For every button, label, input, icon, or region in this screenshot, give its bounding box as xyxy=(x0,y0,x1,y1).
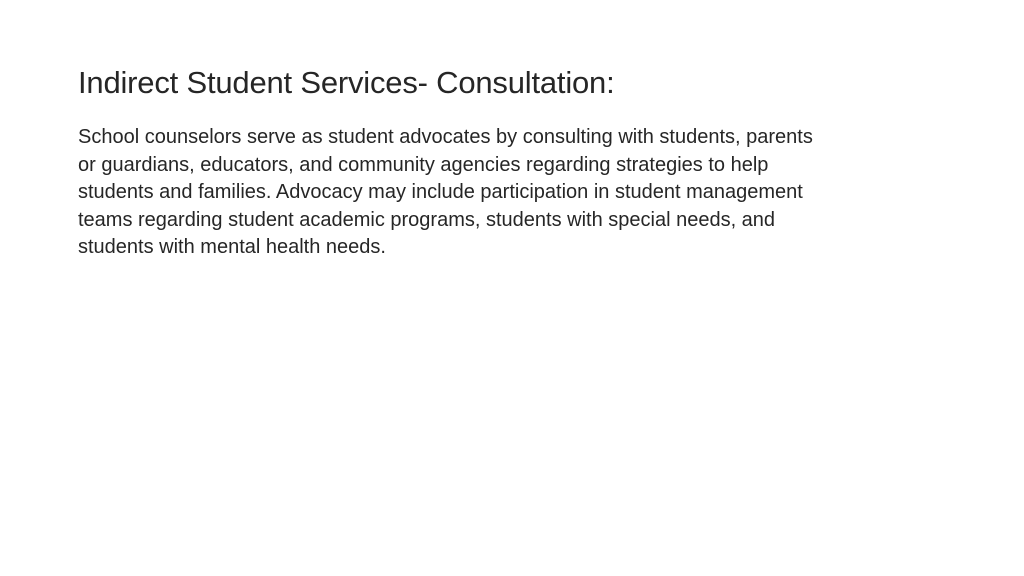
slide-title: Indirect Student Services- Consultation: xyxy=(78,65,615,100)
slide-body-paragraph xyxy=(78,124,938,262)
body-line: teams regarding student academic programs, students with special needs, and xyxy=(78,208,776,231)
body-line: students with mental health needs. xyxy=(78,236,386,258)
body-line: or guardians, educators, and community agencies regarding strategies to help xyxy=(78,153,769,176)
body-line: students and families. Advocacy may include participation in student management xyxy=(78,181,803,203)
body-line: School counselors serve as student advocates by consulting with students, parents xyxy=(78,126,813,148)
